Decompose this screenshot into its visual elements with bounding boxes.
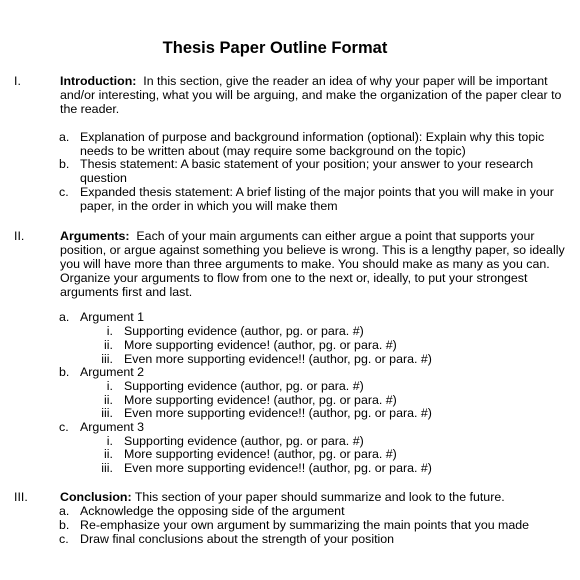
list-marker: a. — [59, 310, 70, 324]
paragraph-line: Introduction: In this section, give the reader an idea of why your paper will be important — [60, 74, 548, 88]
list-marker: c. — [59, 420, 69, 434]
section-introduction — [60, 74, 562, 116]
evidence-numeral: ii. — [104, 447, 113, 461]
list-item: Acknowledge the opposing side of the argument — [80, 504, 345, 518]
paragraph-line: Conclusion: This section of your paper should summarize and look to the future. — [60, 490, 505, 504]
argument-label: Argument 2 — [80, 365, 145, 379]
section-heading: Introduction: — [60, 74, 137, 88]
paragraph-line: arguments first and last. — [60, 285, 193, 299]
list-item: Explanation of purpose and background information (optional): Explain why this topic needs to be written about (may require some background on the topic) — [80, 130, 545, 158]
paragraph-line: Arguments: Each of your main arguments can either argue a point that supports your — [60, 229, 535, 243]
evidence-numeral: ii. — [104, 393, 113, 407]
paragraph-line: position, or argue against something you believe is wrong. This is a lengthy paper, so ideally — [60, 243, 565, 257]
paragraph-line: and/or interesting, what you will be arguing, and make the organization of the paper clear to — [60, 88, 562, 102]
paragraph-line: the reader. — [60, 102, 120, 116]
section-arguments — [60, 229, 565, 299]
page-title: Thesis Paper Outline Format — [162, 39, 388, 57]
evidence-numeral: iii. — [101, 461, 113, 475]
evidence-numeral: iii. — [101, 352, 113, 366]
list-item: Draw final conclusions about the strength of your position — [80, 532, 395, 546]
list-marker: a. — [59, 130, 70, 144]
evidence-item: More supporting evidence! (author, pg. or para. #) — [124, 447, 397, 461]
list-item: Expanded thesis statement: A brief listing of the major points that you will make in your paper, in the order in which you will make them — [80, 185, 554, 213]
evidence-numeral: iii. — [101, 406, 113, 420]
evidence-item: More supporting evidence! (author, pg. or para. #) — [124, 393, 397, 407]
list-item: Re-emphasize your own argument by summarizing the main points that you made — [80, 518, 530, 532]
list-marker: a. — [59, 504, 70, 518]
list-marker: c. — [59, 185, 69, 199]
list-marker: c. — [59, 532, 69, 546]
paragraph-line: Organize your arguments to flow from one to the next or, ideally, to put your strongest — [60, 271, 528, 285]
section-numeral: III. — [14, 490, 28, 504]
evidence-item: More supporting evidence! (author, pg. or para. #) — [124, 338, 397, 352]
section-conclusion — [60, 490, 555, 504]
argument-label: Argument 1 — [80, 310, 145, 324]
evidence-item: Supporting evidence (author, pg. or para. #) — [124, 379, 364, 393]
section-heading: Conclusion: — [60, 490, 132, 504]
evidence-item: Even more supporting evidence!! (author, pg. or para. #) — [124, 461, 432, 475]
list-marker: b. — [59, 157, 70, 171]
section-numeral: II. — [14, 229, 25, 243]
evidence-item: Even more supporting evidence!! (author, pg. or para. #) — [124, 406, 432, 420]
evidence-numeral: i. — [106, 379, 113, 393]
evidence-numeral: i. — [106, 434, 113, 448]
evidence-item: Supporting evidence (author, pg. or para. #) — [124, 324, 364, 338]
evidence-numeral: i. — [106, 324, 113, 338]
list-marker: b. — [59, 518, 70, 532]
section-numeral: I. — [14, 74, 21, 88]
argument-label: Argument 3 — [80, 420, 145, 434]
list-item: Thesis statement: A basic statement of your position; your answer to your research question — [80, 157, 534, 185]
evidence-item: Supporting evidence (author, pg. or para. #) — [124, 434, 364, 448]
section-heading: Arguments: — [60, 229, 130, 243]
list-marker: b. — [59, 365, 70, 379]
evidence-numeral: ii. — [104, 338, 113, 352]
evidence-item: Even more supporting evidence!! (author, pg. or para. #) — [124, 352, 432, 366]
paragraph-line: you will have more than three arguments to make. You should make as many as you can. — [60, 257, 550, 271]
